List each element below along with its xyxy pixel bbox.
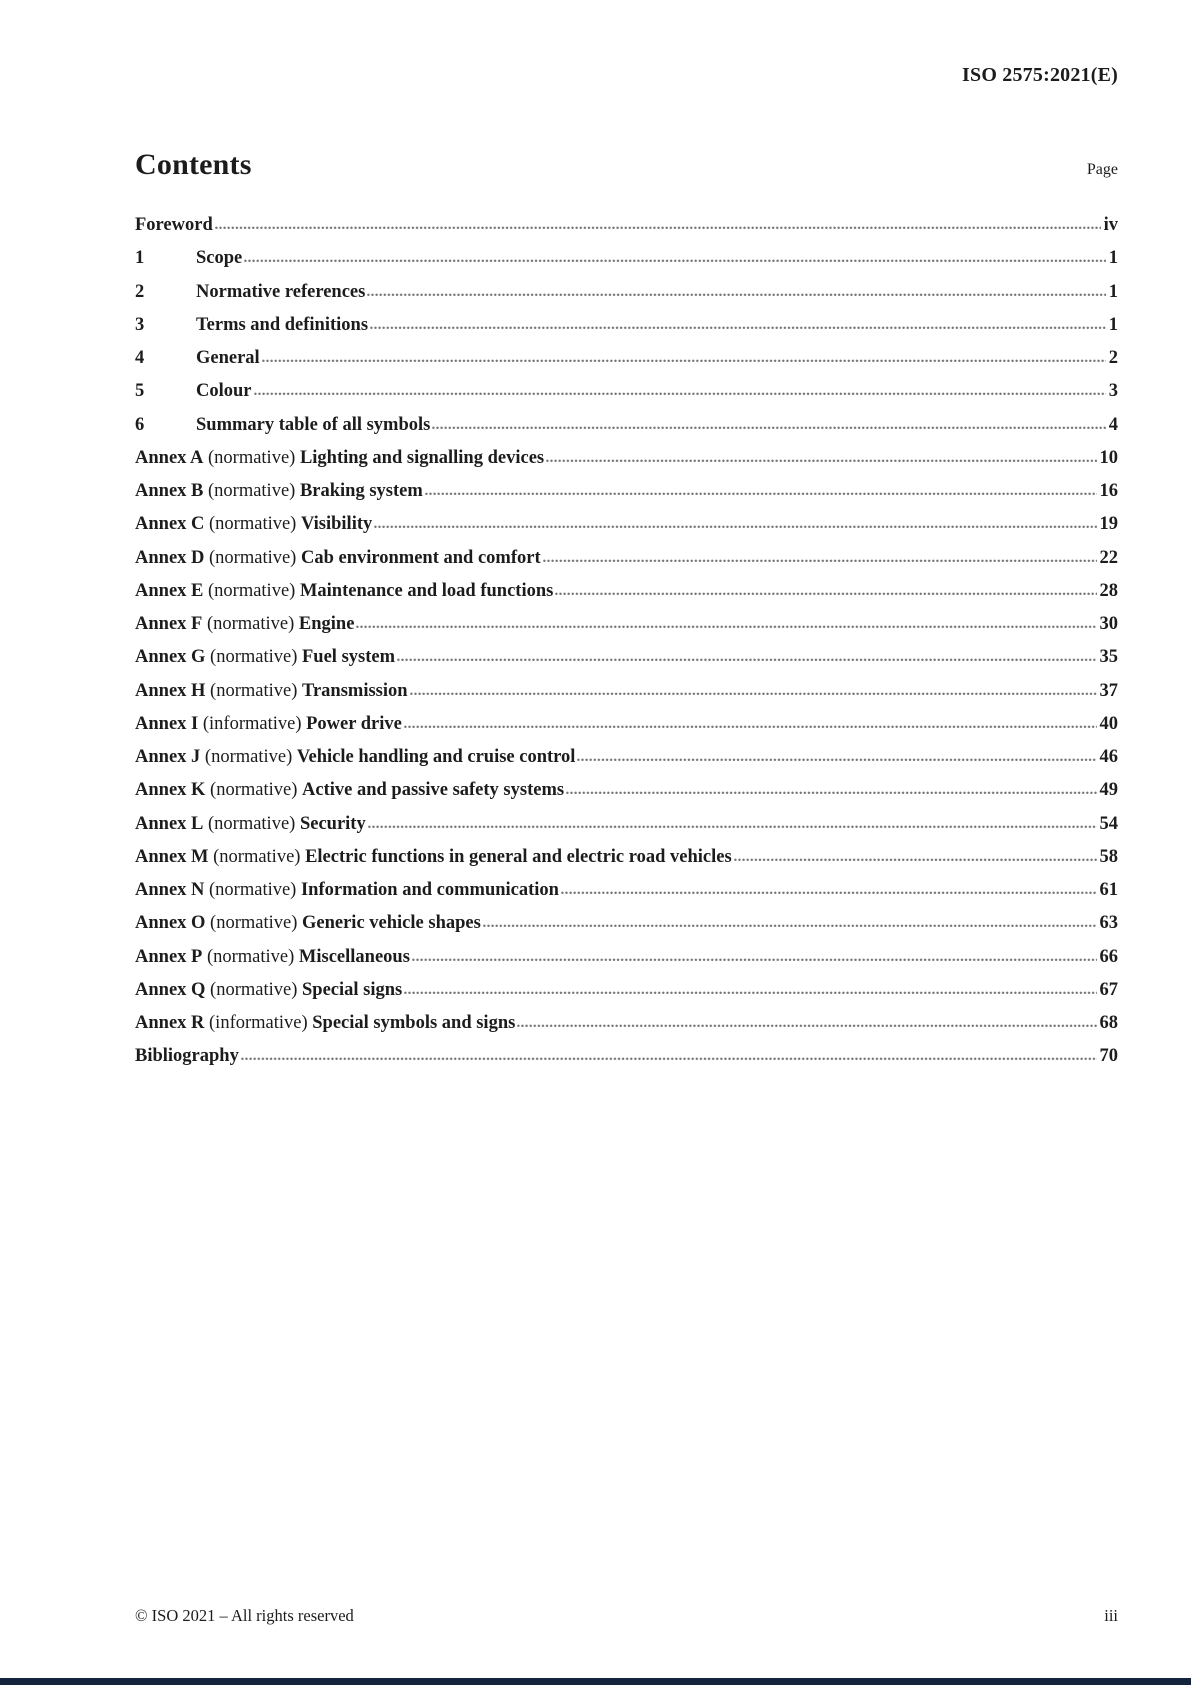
toc-entry[interactable]	[135, 415, 1118, 448]
toc-entry-title: Active and passive safety systems	[302, 780, 565, 801]
dotted-leader	[397, 657, 1097, 662]
dotted-leader	[566, 790, 1096, 795]
toc-entry-page: 58	[1099, 846, 1118, 867]
toc-entry[interactable]	[135, 448, 1118, 481]
toc-entry-qualifier: (normative)	[206, 614, 295, 634]
dotted-leader	[367, 292, 1105, 297]
toc-entry-title: Scope	[196, 248, 243, 269]
toc-entry-title: Power drive	[306, 713, 402, 734]
toc-entry-prefix: Annex I	[135, 713, 199, 734]
dotted-leader	[734, 857, 1097, 862]
toc-entry-page: 3	[1108, 381, 1118, 402]
toc-entry[interactable]	[135, 282, 1118, 315]
toc-entry-text	[135, 747, 575, 768]
toc-entry-qualifier: (normative)	[209, 547, 297, 568]
toc-entry-text	[135, 548, 541, 569]
toc-entry-text	[135, 847, 732, 868]
toc-entry-title: Normative references	[196, 281, 366, 302]
toc-entry-qualifier: (normative)	[210, 979, 298, 1000]
toc-entry-title: Special symbols and signs	[312, 1013, 516, 1033]
toc-entry-number: 1	[135, 248, 145, 269]
toc-entry-prefix: Annex A	[135, 447, 204, 468]
toc-entry-page: 1	[1108, 248, 1118, 269]
toc-entry-title: Summary table of all symbols	[196, 414, 431, 435]
toc-entry-text	[135, 481, 423, 502]
toc-entry[interactable]	[135, 647, 1118, 680]
toc-entry[interactable]	[135, 747, 1118, 780]
toc-entry-title: General	[196, 348, 260, 368]
toc-entry-qualifier: (normative)	[210, 680, 298, 701]
toc-entry-text	[196, 381, 252, 402]
toc-entry-page: 66	[1099, 946, 1118, 967]
toc-entry-text	[135, 1046, 239, 1067]
toc-entry-prefix: Annex E	[135, 580, 204, 601]
toc-entry-prefix: Annex J	[135, 747, 201, 767]
dotted-leader	[215, 225, 1101, 230]
table-of-contents	[135, 215, 1118, 1080]
toc-entry-title: Bibliography	[135, 1046, 239, 1067]
contents-header-row	[135, 148, 1118, 182]
dotted-leader	[546, 458, 1096, 463]
dotted-leader	[483, 923, 1097, 928]
toc-entry[interactable]	[135, 814, 1118, 847]
toc-entry-title: Foreword	[135, 215, 213, 235]
dotted-leader	[241, 1056, 1097, 1061]
toc-entry-title: Information and communication	[300, 880, 559, 900]
toc-entry-qualifier: (normative)	[208, 447, 296, 468]
toc-entry-prefix: Annex C	[135, 514, 205, 535]
toc-entry-page: 61	[1099, 880, 1118, 900]
toc-entry-page: 2	[1108, 348, 1118, 368]
toc-entry-title: Visibility	[300, 514, 373, 535]
toc-entry-prefix: Annex O	[135, 913, 206, 934]
toc-entry-page: 54	[1099, 813, 1118, 834]
dotted-leader	[561, 890, 1097, 895]
toc-entry-text	[196, 348, 260, 369]
toc-entry[interactable]	[135, 481, 1118, 514]
toc-entry-title: Special signs	[302, 979, 403, 1000]
toc-entry-text	[135, 1013, 515, 1034]
toc-entry-title: Generic vehicle shapes	[302, 913, 481, 934]
toc-entry-title: Terms and definitions	[196, 314, 369, 335]
toc-entry-title: Braking system	[299, 481, 423, 501]
toc-entry-text	[196, 315, 368, 336]
toc-entry-qualifier: (normative)	[213, 846, 301, 867]
toc-entry-page: iv	[1103, 215, 1118, 235]
toc-entry-title: Security	[299, 813, 366, 834]
dotted-leader	[404, 990, 1096, 995]
toc-entry-page: 30	[1099, 614, 1118, 634]
footer-accent-bar	[0, 1678, 1191, 1685]
toc-entry-qualifier: (normative)	[209, 880, 297, 900]
toc-entry-qualifier: (normative)	[206, 946, 295, 967]
toc-entry-page: 4	[1108, 414, 1118, 435]
toc-entry-title: Engine	[298, 614, 355, 634]
toc-entry-text	[135, 814, 366, 835]
toc-entry[interactable]	[135, 980, 1118, 1013]
toc-entry-text	[196, 415, 430, 436]
toc-entry[interactable]	[135, 614, 1118, 647]
dotted-leader	[410, 691, 1097, 696]
dotted-leader	[577, 757, 1096, 762]
toc-entry[interactable]	[135, 1046, 1118, 1079]
dotted-leader	[374, 524, 1096, 529]
toc-entry[interactable]	[135, 215, 1118, 248]
toc-entry[interactable]	[135, 348, 1118, 381]
toc-entry[interactable]	[135, 248, 1118, 281]
toc-entry[interactable]	[135, 315, 1118, 348]
toc-entry-page: 10	[1099, 447, 1118, 468]
toc-entry[interactable]	[135, 947, 1118, 980]
toc-entry-qualifier: (informative)	[202, 713, 302, 734]
toc-entry-title: Cab environment and comfort	[300, 547, 541, 568]
toc-entry-text	[135, 614, 354, 635]
toc-entry-text	[135, 681, 408, 702]
dotted-leader	[262, 358, 1106, 363]
toc-entry-qualifier: (normative)	[210, 780, 298, 801]
page-title: Contents	[135, 148, 252, 181]
toc-entry-page: 46	[1099, 747, 1118, 767]
toc-entry-text	[196, 282, 365, 303]
toc-entry-text	[135, 980, 402, 1001]
toc-entry-prefix: Annex H	[135, 680, 206, 701]
toc-entry-qualifier: (normative)	[210, 647, 298, 668]
dotted-leader	[244, 258, 1106, 263]
toc-entry-title: Vehicle handling and cruise control	[296, 747, 576, 767]
toc-entry[interactable]	[135, 381, 1118, 414]
toc-entry-page: 40	[1099, 713, 1118, 734]
dotted-leader	[356, 624, 1096, 629]
toc-entry-page: 28	[1099, 580, 1118, 601]
toc-entry-qualifier: (normative)	[209, 514, 297, 535]
toc-entry[interactable]	[135, 581, 1118, 614]
toc-entry-text	[135, 880, 559, 901]
dotted-leader	[412, 957, 1097, 962]
dotted-leader	[404, 724, 1097, 729]
toc-entry-text	[135, 947, 410, 968]
toc-entry-prefix: Annex L	[135, 813, 204, 834]
toc-entry-number: 2	[135, 281, 145, 302]
toc-entry-page: 37	[1099, 680, 1118, 701]
toc-entry-prefix: Annex D	[135, 547, 205, 568]
toc-entry-page: 19	[1099, 514, 1118, 535]
toc-entry-page: 22	[1099, 547, 1118, 568]
dotted-leader	[432, 425, 1105, 430]
toc-entry[interactable]	[135, 780, 1118, 813]
toc-entry-prefix: Annex G	[135, 647, 206, 668]
dotted-leader	[425, 491, 1097, 496]
toc-entry-title: Electric functions in general and electric road vehicles	[305, 846, 732, 867]
toc-entry-text	[196, 248, 242, 269]
toc-entry[interactable]	[135, 913, 1118, 946]
toc-entry-prefix: Annex B	[135, 481, 204, 501]
toc-entry-text	[135, 514, 372, 535]
toc-entry-title: Maintenance and load functions	[299, 580, 554, 601]
toc-entry-page: 68	[1099, 1013, 1118, 1033]
toc-entry-title: Lighting and signalling devices	[299, 447, 545, 468]
toc-entry-prefix: Annex N	[135, 880, 205, 900]
toc-entry-text	[135, 581, 553, 602]
toc-entry-prefix: Annex Q	[135, 979, 206, 1000]
toc-entry-qualifier: (normative)	[210, 913, 298, 934]
page-column-label: Page	[1086, 161, 1118, 178]
toc-entry-qualifier: (normative)	[204, 747, 293, 767]
toc-entry-text	[135, 714, 402, 735]
toc-entry-number: 3	[135, 314, 145, 335]
toc-entry-text	[135, 647, 395, 668]
toc-entry[interactable]	[135, 880, 1118, 913]
folio-page-number: iii	[1104, 1606, 1118, 1625]
toc-entry[interactable]	[135, 681, 1118, 714]
toc-entry[interactable]	[135, 1013, 1118, 1046]
toc-entry-text	[135, 215, 213, 236]
toc-entry-number: 5	[135, 381, 145, 402]
dotted-leader	[543, 558, 1097, 563]
toc-entry-page: 1	[1108, 314, 1118, 335]
toc-entry[interactable]	[135, 847, 1118, 880]
toc-entry-number: 6	[135, 414, 145, 435]
toc-entry-page: 1	[1108, 281, 1118, 302]
toc-entry-title: Transmission	[302, 680, 408, 701]
dotted-leader	[254, 391, 1106, 396]
toc-entry-number: 4	[135, 348, 145, 368]
toc-entry-text	[135, 448, 544, 469]
toc-entry-qualifier: (normative)	[208, 481, 296, 501]
toc-entry-title: Colour	[196, 381, 252, 402]
toc-entry[interactable]	[135, 548, 1118, 581]
toc-entry-title: Fuel system	[302, 647, 395, 668]
toc-entry[interactable]	[135, 514, 1118, 547]
toc-entry[interactable]	[135, 714, 1118, 747]
dotted-leader	[368, 824, 1097, 829]
toc-entry-page: 67	[1099, 979, 1118, 1000]
toc-entry-text	[135, 913, 481, 934]
dotted-leader	[555, 591, 1096, 596]
toc-entry-prefix: Annex R	[135, 1013, 205, 1033]
toc-entry-page: 70	[1099, 1046, 1118, 1067]
dotted-leader	[370, 325, 1106, 330]
toc-entry-prefix: Annex F	[135, 614, 203, 634]
toc-entry-page: 63	[1099, 913, 1118, 934]
toc-entry-page: 49	[1099, 780, 1118, 801]
toc-entry-qualifier: (normative)	[208, 580, 296, 601]
toc-entry-prefix: Annex P	[135, 946, 203, 967]
document-code-header: ISO 2575:2021(E)	[962, 64, 1118, 86]
toc-entry-prefix: Annex K	[135, 780, 206, 801]
page-footer	[135, 1606, 1118, 1626]
copyright-notice: © ISO 2021 – All rights reserved	[135, 1606, 354, 1625]
toc-entry-page: 35	[1099, 647, 1118, 668]
toc-entry-text	[135, 780, 564, 801]
toc-entry-qualifier: (normative)	[208, 813, 296, 834]
toc-entry-qualifier: (informative)	[209, 1013, 308, 1033]
toc-entry-page: 16	[1099, 481, 1118, 501]
toc-entry-title: Miscellaneous	[298, 946, 410, 967]
dotted-leader	[517, 1023, 1096, 1028]
toc-entry-prefix: Annex M	[135, 846, 209, 867]
